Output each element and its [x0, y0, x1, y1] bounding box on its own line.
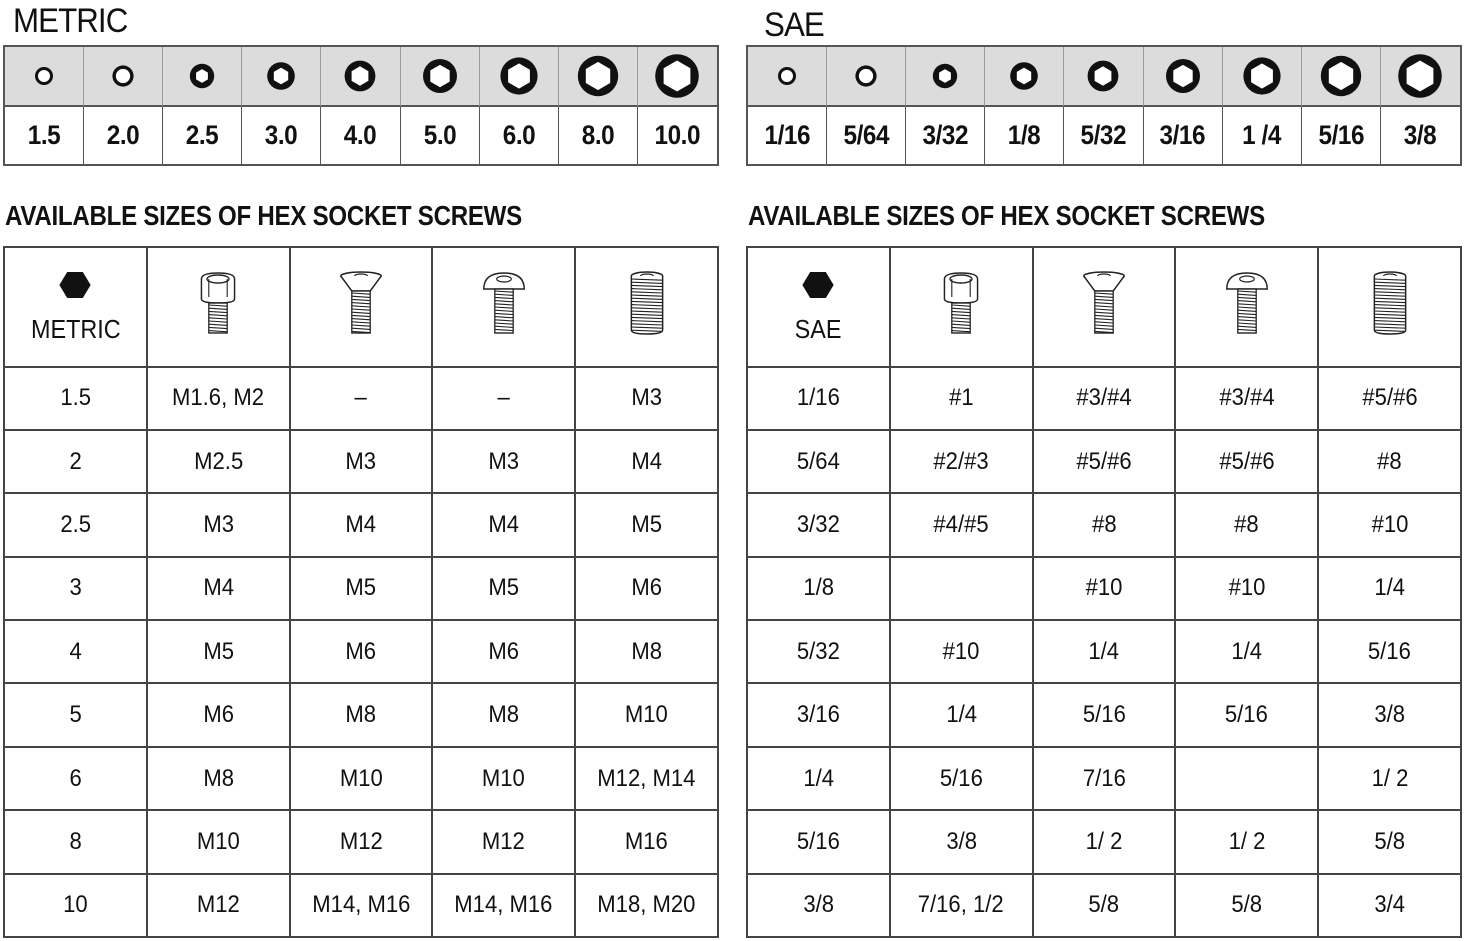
hex-key-size-icon — [321, 47, 400, 107]
cell-value: 5 — [69, 701, 82, 729]
cell-value: M3 — [345, 447, 377, 475]
table-cell — [575, 810, 718, 873]
hex-key-size-icon — [638, 47, 717, 107]
key-size-text: 3/8 — [1404, 120, 1437, 150]
cell-value: M8 — [202, 764, 234, 792]
cell-value: M8 — [488, 701, 520, 729]
cell-value: 1/8 — [803, 574, 834, 602]
key-size-text: 1/8 — [1008, 120, 1041, 150]
table-cell — [1033, 367, 1176, 430]
cell-value: M3 — [488, 447, 520, 475]
table-row — [4, 557, 718, 620]
cell-value: 2.5 — [60, 511, 91, 539]
cell-value: M14, M16 — [311, 891, 411, 919]
table-header-cell — [147, 247, 290, 367]
cell-value: #5/#6 — [1361, 384, 1418, 412]
table-row — [4, 620, 718, 683]
table-cell — [747, 810, 890, 873]
key-size-text: 5/64 — [843, 120, 889, 150]
table-cell — [432, 683, 575, 746]
hex-key-size-icon — [5, 47, 84, 107]
cell-value: 5/16 — [1082, 701, 1126, 729]
table-cell — [1175, 747, 1318, 810]
cell-value: 4 — [69, 637, 82, 665]
table-cell — [747, 367, 890, 430]
table-cell — [575, 620, 718, 683]
table-cell — [4, 367, 147, 430]
table-cell — [575, 747, 718, 810]
cell-value: #5/#6 — [1219, 447, 1275, 475]
table-cell — [147, 367, 290, 430]
table-cell — [432, 874, 575, 937]
table-cell — [1175, 430, 1318, 493]
table-cell — [4, 493, 147, 556]
cell-value: 3/16 — [796, 701, 840, 729]
table-cell — [1033, 747, 1176, 810]
table-row — [747, 493, 1461, 556]
hex-key-icon — [802, 269, 835, 308]
cell-value: M5 — [631, 511, 662, 539]
table-cell — [1175, 493, 1318, 556]
table-header-cell — [890, 247, 1033, 367]
hex-key-size-icon — [1064, 47, 1143, 107]
table-cell — [432, 620, 575, 683]
key-size-text: 3/32 — [922, 120, 969, 150]
hex-key-size-icon — [1144, 47, 1223, 107]
cell-value: 1.5 — [60, 384, 91, 412]
table-row — [747, 430, 1461, 493]
table-cell — [1318, 874, 1461, 937]
hex-key-icon — [59, 269, 92, 308]
table-cell — [747, 683, 890, 746]
table-cell — [147, 683, 290, 746]
hex-key-size-label — [985, 107, 1064, 164]
table-cell — [1175, 620, 1318, 683]
key-size-text: 8.0 — [581, 120, 615, 150]
cell-value: #3/#4 — [1076, 384, 1132, 412]
table-cell — [432, 493, 575, 556]
table-cell — [290, 620, 433, 683]
set-screw-icon — [1371, 271, 1408, 342]
table-cell — [290, 557, 433, 620]
hex-key-size-icon — [242, 47, 321, 107]
table-row — [4, 683, 718, 746]
key-size-text: 2.0 — [106, 120, 140, 150]
table-cell — [747, 874, 890, 937]
socket-cap-screw-icon — [198, 271, 238, 342]
key-size-text: 2.5 — [186, 120, 219, 150]
hex-key-size-icon — [1381, 47, 1460, 107]
hex-key-size-label — [321, 107, 400, 164]
cell-value: 3/8 — [1374, 701, 1405, 729]
table-header-cell — [747, 247, 890, 367]
hex-key-size-label — [827, 107, 906, 164]
table-cell — [290, 683, 433, 746]
metric-panel — [3, 0, 719, 941]
cell-value: M5 — [345, 574, 377, 602]
cell-value: #3/#4 — [1219, 384, 1275, 412]
cell-value: M6 — [631, 574, 662, 602]
table-cell — [890, 874, 1033, 937]
cell-value: M10 — [625, 701, 669, 729]
cell-value: M8 — [631, 637, 662, 665]
cell-value: 8 — [69, 827, 82, 855]
table-cell — [575, 683, 718, 746]
cell-value: 5/16 — [1225, 701, 1269, 729]
key-size-text: 6.0 — [502, 120, 535, 150]
table-cell — [1318, 493, 1461, 556]
cell-value: 5/8 — [1231, 891, 1263, 919]
table-row — [747, 557, 1461, 620]
cell-value: M12, M14 — [597, 764, 696, 792]
table-cell — [747, 493, 890, 556]
table-cell — [890, 430, 1033, 493]
table-cell — [290, 747, 433, 810]
cell-value: 3/32 — [796, 511, 840, 539]
cell-value: #8 — [1091, 511, 1117, 539]
cell-value: M5 — [488, 574, 520, 602]
table-cell — [1175, 683, 1318, 746]
table-row — [4, 747, 718, 810]
key-size-text: 10.0 — [654, 120, 701, 150]
hex-key-size-label — [163, 107, 242, 164]
sae-title: SAE — [764, 6, 824, 44]
cell-value: M8 — [345, 701, 377, 729]
cell-value: 1/4 — [1088, 637, 1120, 665]
hex-key-size-icon — [401, 47, 480, 107]
hex-key-size-icon — [827, 47, 906, 107]
table-cell — [1318, 557, 1461, 620]
table-cell — [747, 747, 890, 810]
hex-key-size-icon — [906, 47, 985, 107]
table-cell — [4, 874, 147, 937]
table-header-cell — [1175, 247, 1318, 367]
key-size-text: 1.5 — [27, 120, 61, 150]
table-cell — [890, 683, 1033, 746]
hex-key-size-label — [1064, 107, 1143, 164]
table-cell — [575, 367, 718, 430]
cell-value: 5/8 — [1374, 827, 1405, 855]
table-cell — [432, 810, 575, 873]
hex-key-size-label — [1144, 107, 1223, 164]
hex-key-size-label — [480, 107, 559, 164]
cell-value: 1/4 — [803, 764, 834, 792]
hex-key-size-icon — [1302, 47, 1381, 107]
cell-value: 5/64 — [796, 447, 840, 475]
metric-size-table — [3, 246, 719, 938]
cell-value: 5/32 — [796, 637, 840, 665]
set-screw-icon — [628, 271, 665, 342]
sae-panel — [746, 0, 1462, 941]
table-cell — [1318, 747, 1461, 810]
metric-key-strip — [3, 45, 719, 166]
hex-key-size-label — [242, 107, 321, 164]
table-cell — [290, 493, 433, 556]
system-label: SAE — [794, 313, 842, 344]
cell-value: M4 — [345, 511, 377, 539]
cell-value: #10 — [942, 637, 980, 665]
cell-value: M14, M16 — [454, 891, 553, 919]
table-header-cell — [575, 247, 718, 367]
table-cell — [890, 367, 1033, 430]
hex-key-size-label — [559, 107, 638, 164]
cell-value: 7/16, 1/2 — [918, 891, 1005, 919]
cell-value: #10 — [1371, 511, 1409, 539]
sae-section-title: AVAILABLE SIZES OF HEX SOCKET SCREWS — [748, 200, 1265, 231]
table-cell — [747, 557, 890, 620]
cell-value: – — [354, 384, 368, 412]
table-cell — [1318, 620, 1461, 683]
table-cell — [4, 430, 147, 493]
hex-key-size-label — [84, 107, 163, 164]
hex-key-size-label — [1381, 107, 1460, 164]
cell-value: 1/4 — [1231, 637, 1263, 665]
cell-value: 1/16 — [796, 384, 840, 412]
table-cell — [1175, 367, 1318, 430]
table-cell — [575, 430, 718, 493]
key-size-text: 5/16 — [1318, 120, 1364, 150]
cell-value: 3 — [69, 574, 82, 602]
cell-value: 10 — [63, 891, 88, 919]
cell-value: #4/#5 — [933, 511, 989, 539]
table-header-cell — [4, 247, 147, 367]
table-cell — [1033, 683, 1176, 746]
cell-value: 1/ 2 — [1228, 827, 1266, 855]
hex-key-size-label — [906, 107, 985, 164]
cell-value: M10 — [482, 764, 526, 792]
table-row — [747, 747, 1461, 810]
table-cell — [575, 874, 718, 937]
cell-value: M2.5 — [193, 447, 243, 475]
metric-title: METRIC — [13, 2, 128, 40]
table-row — [747, 683, 1461, 746]
cell-value: M4 — [488, 511, 520, 539]
table-cell — [575, 557, 718, 620]
cell-value: 1/ 2 — [1085, 827, 1123, 855]
table-cell — [1033, 493, 1176, 556]
table-cell — [4, 620, 147, 683]
cell-value: #5/#6 — [1076, 447, 1132, 475]
table-row — [4, 367, 718, 430]
cell-value: 1/ 2 — [1371, 764, 1409, 792]
table-cell — [147, 747, 290, 810]
table-cell — [4, 683, 147, 746]
table-cell — [147, 493, 290, 556]
cell-value: M6 — [488, 637, 520, 665]
cell-value: #1 — [948, 384, 974, 412]
hex-key-size-icon — [1223, 47, 1302, 107]
table-row — [747, 810, 1461, 873]
cell-value: 5/8 — [1088, 891, 1120, 919]
table-cell — [147, 620, 290, 683]
table-cell — [432, 557, 575, 620]
hex-key-size-icon — [480, 47, 559, 107]
cell-value: 3/4 — [1374, 891, 1405, 919]
hex-key-size-icon — [985, 47, 1064, 107]
table-cell — [1175, 557, 1318, 620]
sae-size-table — [746, 246, 1462, 938]
key-size-text: 3/16 — [1159, 120, 1206, 150]
flat-head-screw-icon — [339, 271, 383, 342]
key-size-text: 4.0 — [344, 120, 377, 150]
table-cell — [147, 557, 290, 620]
cell-value: M4 — [631, 447, 662, 475]
table-header-cell — [1318, 247, 1461, 367]
table-cell — [290, 367, 433, 430]
table-cell — [1033, 874, 1176, 937]
table-header-cell — [432, 247, 575, 367]
table-cell — [4, 810, 147, 873]
cell-value: 3/8 — [803, 891, 834, 919]
table-cell — [4, 557, 147, 620]
cell-value: M5 — [202, 637, 234, 665]
table-cell — [1033, 557, 1176, 620]
hex-key-size-icon — [559, 47, 638, 107]
table-cell — [147, 810, 290, 873]
cell-value: M12 — [482, 827, 526, 855]
table-row — [747, 620, 1461, 683]
cell-value: 6 — [69, 764, 82, 792]
hex-key-size-label — [5, 107, 84, 164]
cell-value: M3 — [202, 511, 234, 539]
table-cell — [1318, 367, 1461, 430]
hex-key-size-icon — [748, 47, 827, 107]
socket-cap-screw-icon — [941, 271, 981, 342]
cell-value: M6 — [345, 637, 377, 665]
cell-value: M10 — [196, 827, 240, 855]
table-cell — [147, 430, 290, 493]
table-cell — [890, 747, 1033, 810]
table-cell — [1175, 810, 1318, 873]
flat-head-screw-icon — [1082, 271, 1126, 342]
cell-value: #10 — [1085, 574, 1123, 602]
key-size-text: 3.0 — [265, 120, 298, 150]
table-cell — [1033, 620, 1176, 683]
cell-value: 1/4 — [1374, 574, 1405, 602]
table-row — [4, 430, 718, 493]
table-cell — [4, 747, 147, 810]
cell-value: 3/8 — [945, 827, 977, 855]
cell-value: M12 — [196, 891, 240, 919]
table-cell — [432, 430, 575, 493]
key-size-text: 1/16 — [764, 120, 810, 150]
cell-value: 2 — [69, 447, 82, 475]
button-head-screw-icon — [1225, 271, 1269, 342]
table-cell — [890, 557, 1033, 620]
hex-key-size-label — [1302, 107, 1381, 164]
cell-value: M6 — [202, 701, 234, 729]
table-row — [747, 367, 1461, 430]
cell-value: M10 — [339, 764, 383, 792]
key-size-text: 5/32 — [1080, 120, 1127, 150]
table-cell — [147, 874, 290, 937]
hex-key-size-icon — [163, 47, 242, 107]
table-cell — [747, 430, 890, 493]
table-row — [4, 874, 718, 937]
button-head-screw-icon — [482, 271, 526, 342]
hex-key-size-label — [401, 107, 480, 164]
cell-value: 1/4 — [945, 701, 977, 729]
cell-value: M3 — [631, 384, 662, 412]
table-cell — [1318, 810, 1461, 873]
hex-key-size-icon — [84, 47, 163, 107]
cell-value: #2/#3 — [933, 447, 989, 475]
table-cell — [1033, 430, 1176, 493]
table-cell — [890, 620, 1033, 683]
cell-value: M16 — [625, 827, 669, 855]
table-row — [747, 874, 1461, 937]
cell-value: M12 — [339, 827, 383, 855]
metric-section-title: AVAILABLE SIZES OF HEX SOCKET SCREWS — [5, 200, 522, 231]
table-cell — [432, 367, 575, 430]
hex-key-size-label — [748, 107, 827, 164]
table-cell — [290, 430, 433, 493]
table-cell — [575, 493, 718, 556]
table-header-cell — [1033, 247, 1176, 367]
system-label: METRIC — [30, 313, 121, 344]
key-size-text: 1 /4 — [1242, 120, 1282, 150]
table-cell — [1318, 430, 1461, 493]
table-cell — [1318, 683, 1461, 746]
sae-key-strip — [746, 45, 1462, 166]
table-cell — [890, 493, 1033, 556]
cell-value: #8 — [1377, 447, 1402, 475]
cell-value: 5/16 — [939, 764, 983, 792]
cell-value: 5/16 — [1368, 637, 1412, 665]
cell-value: #8 — [1234, 511, 1260, 539]
hex-key-size-label — [1223, 107, 1302, 164]
cell-value: M1.6, M2 — [172, 384, 265, 412]
cell-value: 7/16 — [1082, 764, 1126, 792]
table-cell — [747, 620, 890, 683]
table-cell — [1033, 810, 1176, 873]
cell-value: 5/16 — [796, 827, 840, 855]
table-row — [4, 493, 718, 556]
table-cell — [290, 810, 433, 873]
cell-value: #10 — [1228, 574, 1266, 602]
cell-value: M18, M20 — [597, 891, 696, 919]
table-header-cell — [290, 247, 433, 367]
hex-key-size-label — [638, 107, 717, 164]
table-cell — [890, 810, 1033, 873]
key-size-text: 5.0 — [423, 120, 456, 150]
cell-value: – — [497, 384, 510, 412]
table-row — [4, 810, 718, 873]
table-cell — [432, 747, 575, 810]
cell-value: M4 — [202, 574, 234, 602]
table-cell — [1175, 874, 1318, 937]
table-cell — [290, 874, 433, 937]
